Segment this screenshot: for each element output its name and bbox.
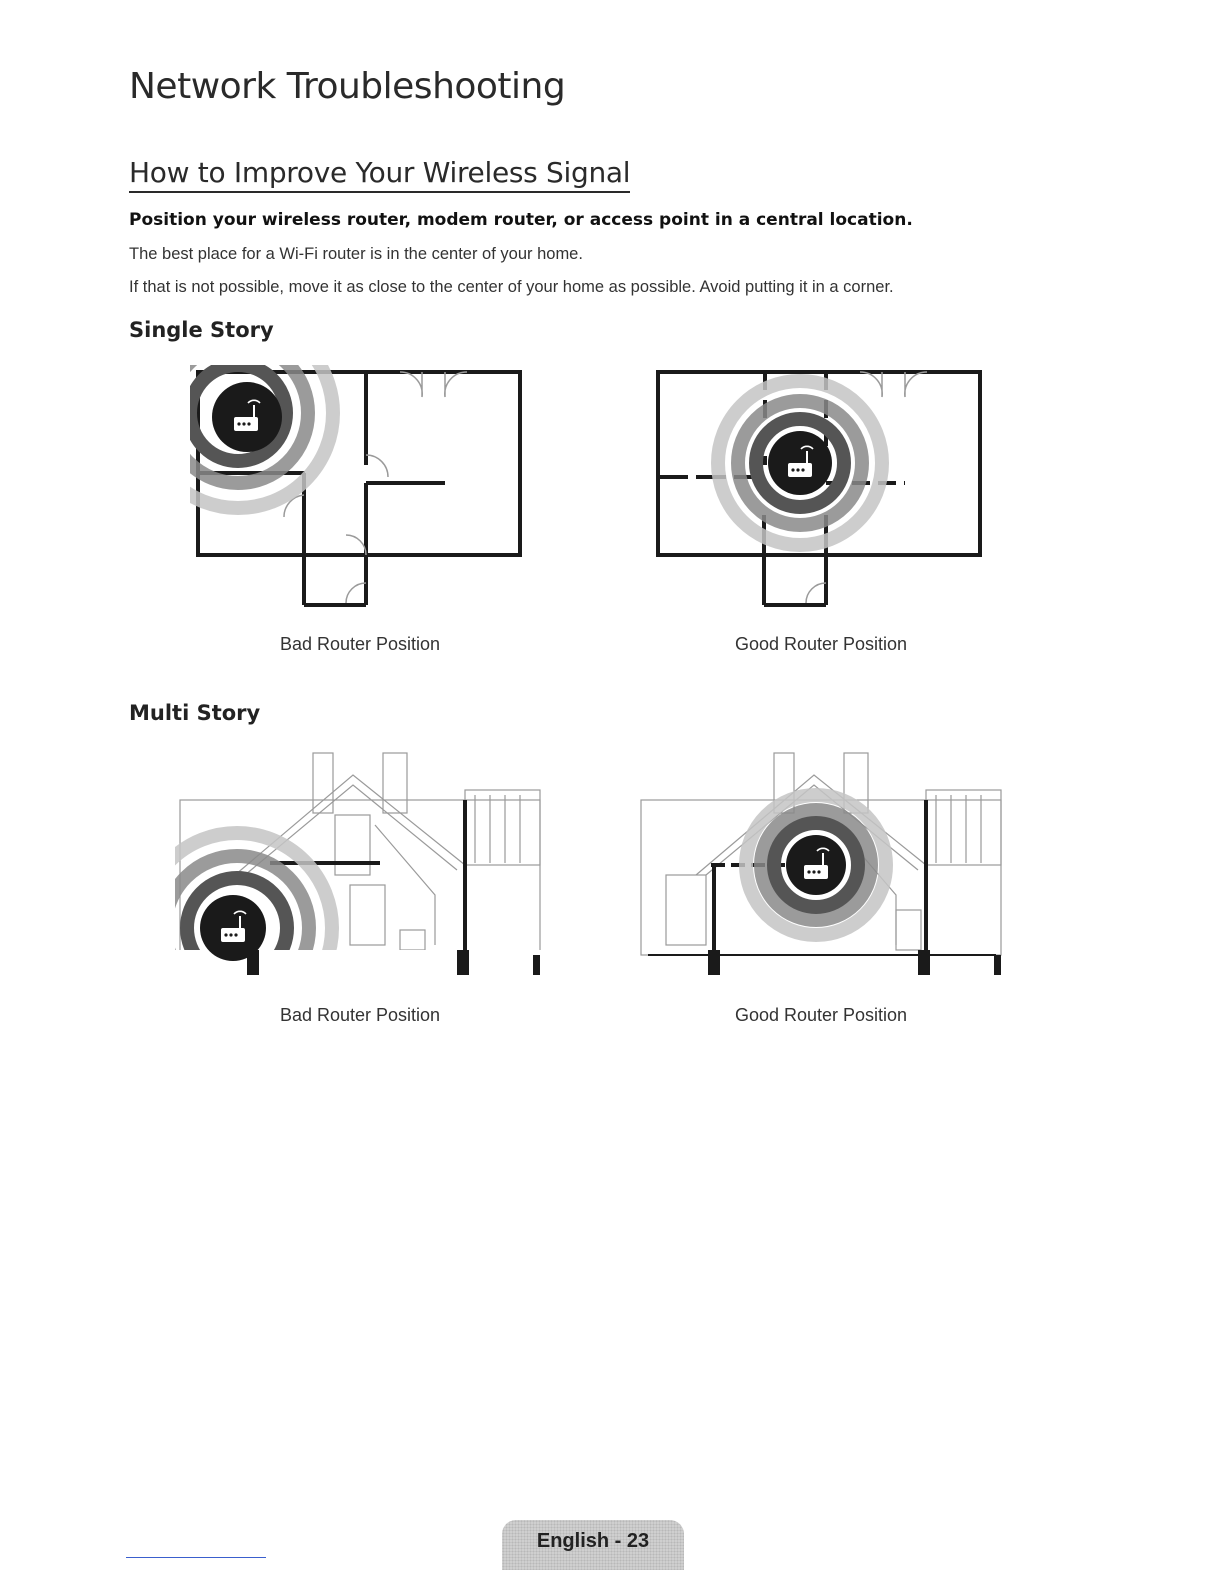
body-line-1: The best place for a Wi-Fi router is in the center of your home. <box>129 245 583 263</box>
page-title: Network Troubleshooting <box>129 66 566 107</box>
router-icon <box>768 431 832 495</box>
router-icon <box>786 835 846 895</box>
multi-bad-caption: Bad Router Position <box>279 1005 441 1025</box>
single-story-good-floorplan <box>650 365 990 610</box>
router-icon <box>200 895 266 961</box>
router-icon <box>212 382 282 452</box>
single-good-caption: Good Router Position <box>734 634 908 654</box>
multi-good-caption: Good Router Position <box>734 1005 908 1025</box>
page-number: English - 23 <box>536 1530 650 1552</box>
multi-story-heading: Multi Story <box>129 701 261 725</box>
single-story-heading: Single Story <box>129 318 274 342</box>
single-story-bad-floorplan <box>190 365 530 610</box>
multi-story-bad-house <box>175 745 545 980</box>
multi-story-good-house <box>636 745 1006 980</box>
body-line-2: If that is not possible, move it as close to the center of your home as possible. Avoid putting it in a corner. <box>129 278 894 296</box>
section-heading: How to Improve Your Wireless Signal <box>129 156 630 193</box>
footer-rule <box>126 1557 266 1558</box>
foundation <box>708 950 1001 975</box>
single-bad-caption: Bad Router Position <box>279 634 441 654</box>
lead-sentence: Position your wireless router, modem router, or access point in a central location. <box>129 210 913 230</box>
